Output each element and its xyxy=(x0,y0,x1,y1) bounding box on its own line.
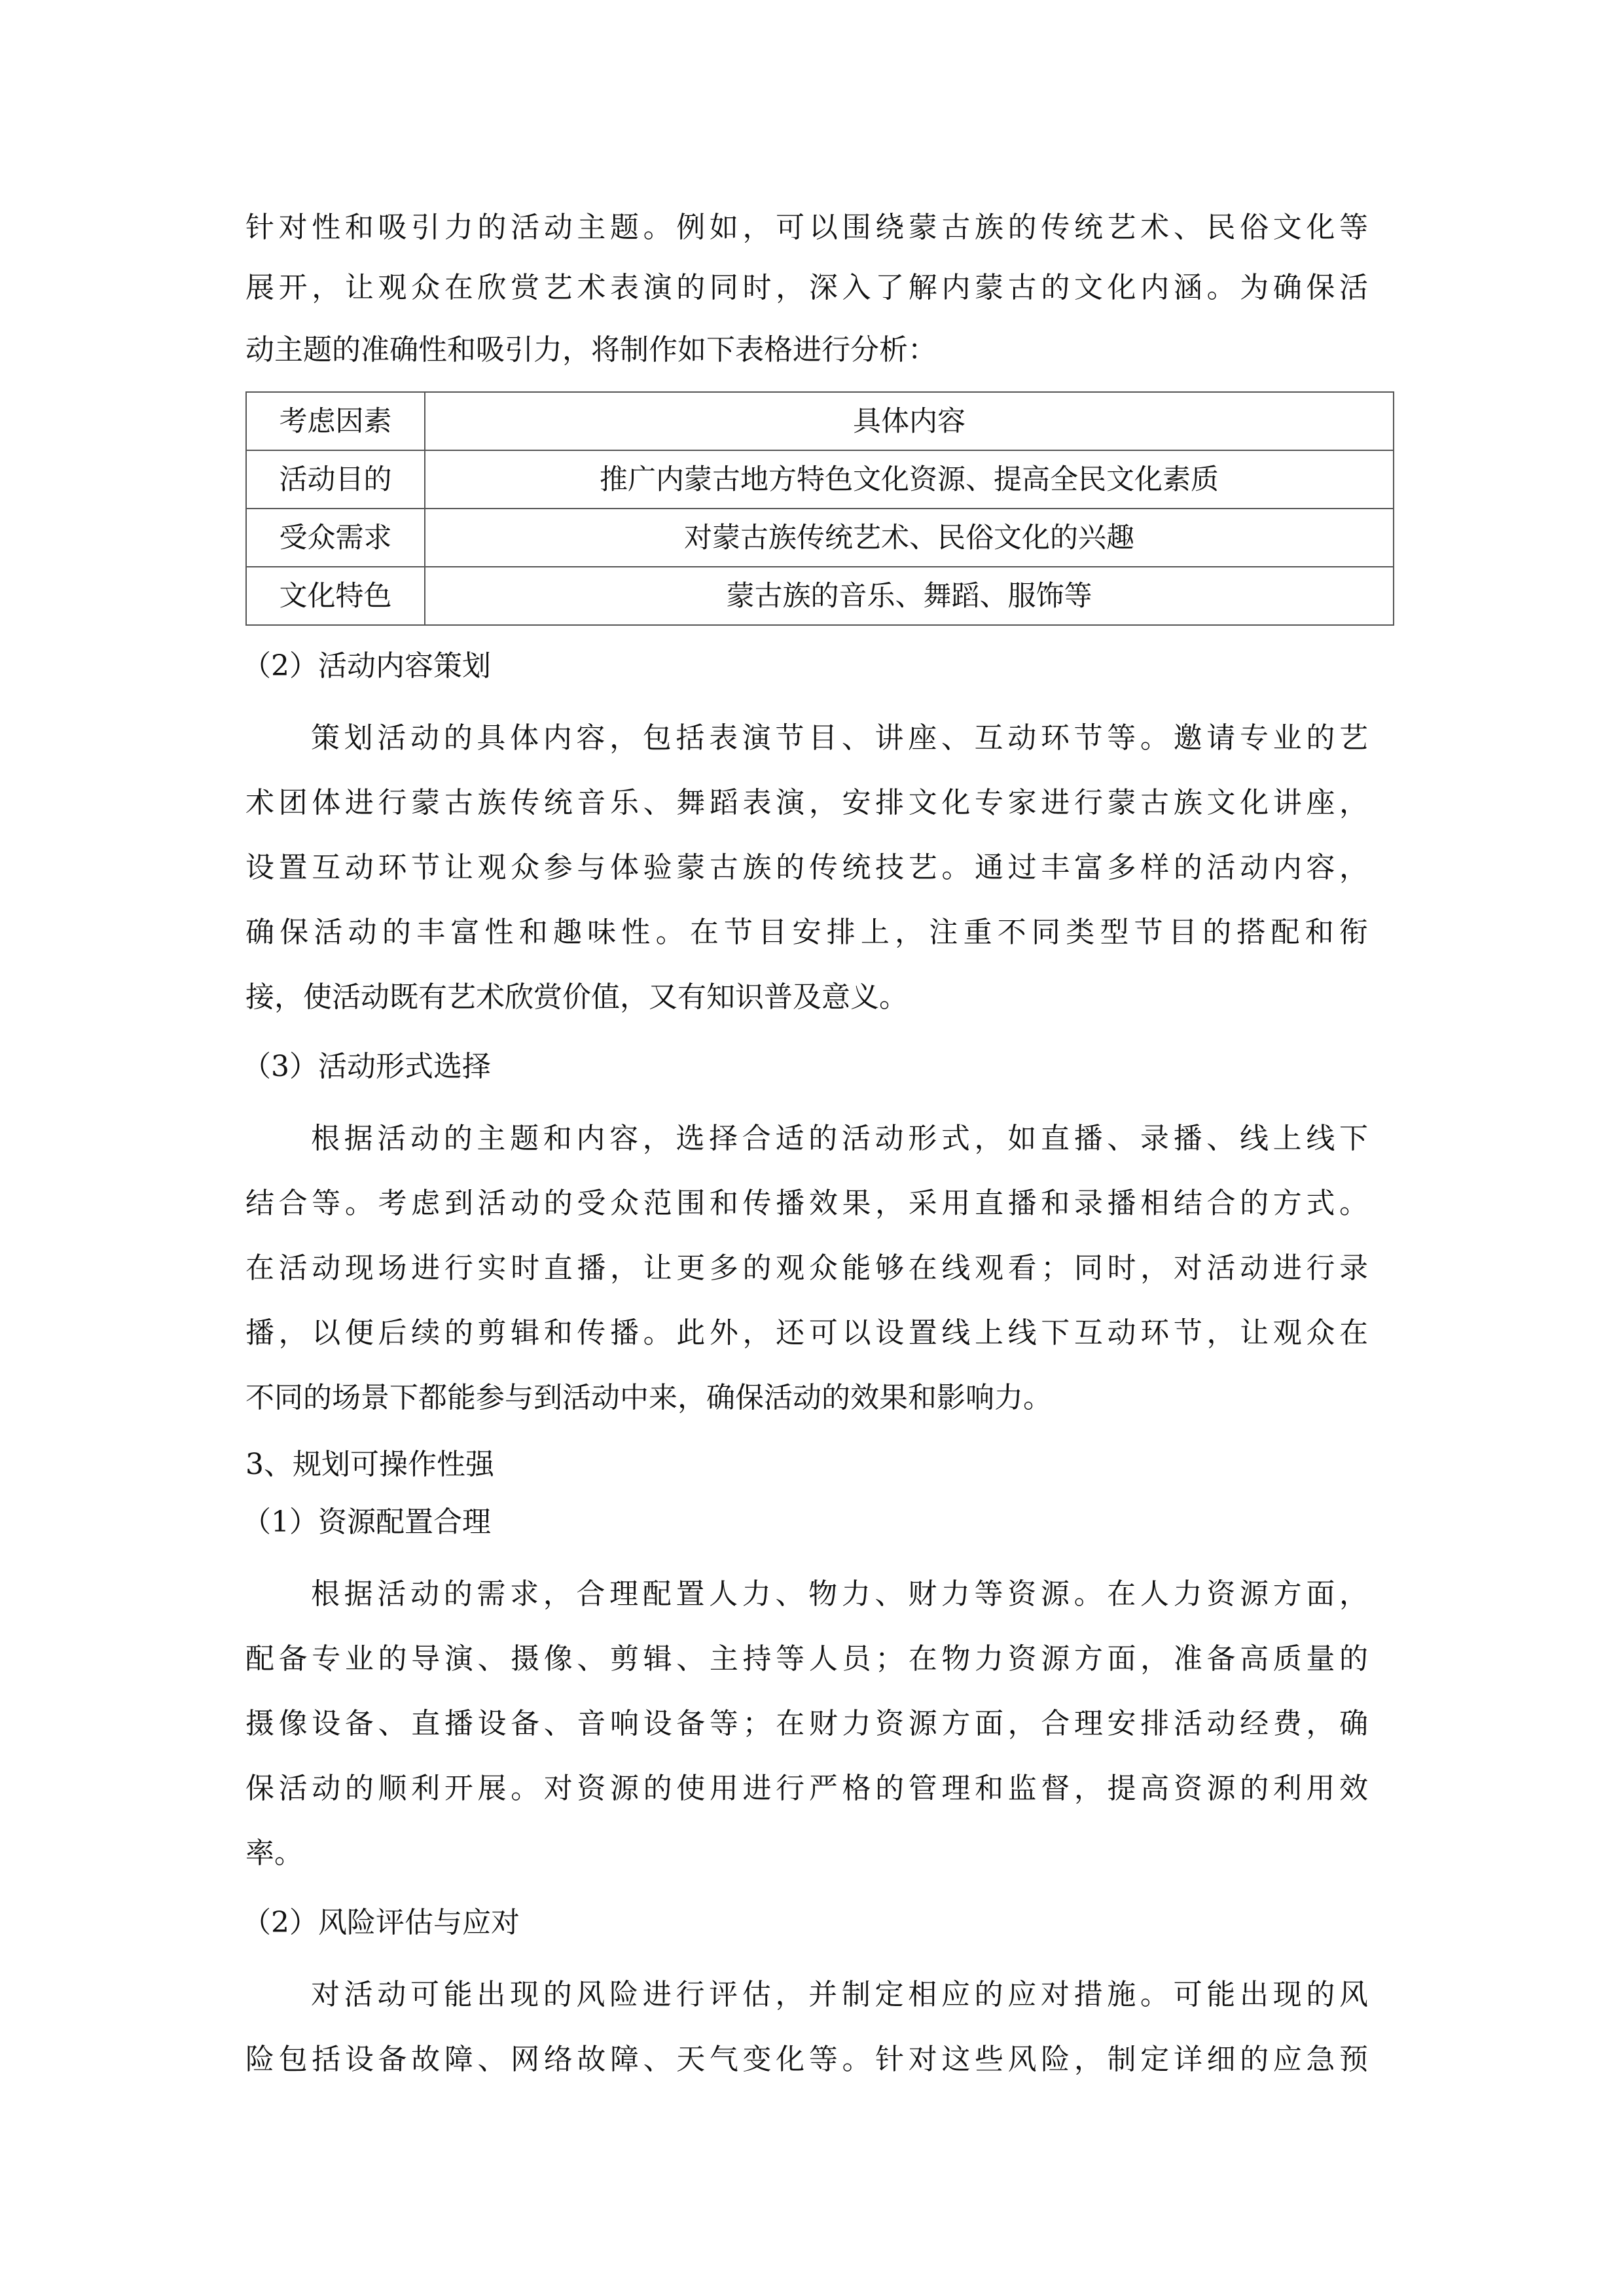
section-3-line-4: 播，以便后续的剪辑和传播。此外，还可以设置线上线下互动环节，让观众在 xyxy=(245,1316,1368,1350)
intro-line-1: 针对性和吸引力的活动主题。例如，可以围绕蒙古族的传统艺术、民俗文化等 xyxy=(245,211,1368,244)
table-header-cell: 考虑因素 xyxy=(246,392,425,450)
main-heading-3: 3、规划可操作性强 xyxy=(245,1448,494,1481)
subsection-1-line-1: 根据活动的需求，合理配置人力、物力、财力等资源。在人力资源方面， xyxy=(311,1577,1368,1611)
subsection-2-heading: （2）风险评估与应对 xyxy=(242,1906,520,1939)
table-cell-content: 蒙古族的音乐、舞蹈、服饰等 xyxy=(425,567,1394,625)
table-cell-content: 对蒙古族传统艺术、民俗文化的兴趣 xyxy=(425,509,1394,567)
section-2-line-5: 接，使活动既有艺术欣赏价值，又有知识普及意义。 xyxy=(245,980,908,1014)
section-2-line-3: 设置互动环节让观众参与体验蒙古族的传统技艺。通过丰富多样的活动内容， xyxy=(245,851,1368,884)
subsection-1-line-2: 配备专业的导演、摄像、剪辑、主持等人员；在物力资源方面，准备高质量的 xyxy=(245,1642,1368,1676)
section-3-line-5: 不同的场景下都能参与到活动中来，确保活动的效果和影响力。 xyxy=(245,1381,1052,1414)
section-3-line-1: 根据活动的主题和内容，选择合适的活动形式，如直播、录播、线上线下 xyxy=(311,1122,1368,1155)
analysis-table xyxy=(245,391,1394,626)
intro-line-3: 动主题的准确性和吸引力，将制作如下表格进行分析： xyxy=(245,333,937,367)
section-3-heading: （3）活动形式选择 xyxy=(242,1050,491,1083)
table-row xyxy=(246,567,1394,625)
table-header-cell: 具体内容 xyxy=(425,392,1394,450)
section-2-line-4: 确保活动的丰富性和趣味性。在节目安排上，注重不同类型节目的搭配和衔 xyxy=(245,916,1368,949)
subsection-2-line-1: 对活动可能出现的风险进行评估，并制定相应的应对措施。可能出现的风 xyxy=(311,1978,1368,2011)
table-cell-content: 推广内蒙古地方特色文化资源、提高全民文化素质 xyxy=(425,450,1394,509)
table-cell-factor: 受众需求 xyxy=(246,509,425,567)
subsection-1-line-3: 摄像设备、直播设备、音响设备等；在财力资源方面，合理安排活动经费，确 xyxy=(245,1707,1368,1740)
section-3-line-3: 在活动现场进行实时直播，让更多的观众能够在线观看；同时，对活动进行录 xyxy=(245,1251,1368,1285)
section-2-heading: （2）活动内容策划 xyxy=(242,649,491,683)
section-2-line-2: 术团体进行蒙古族传统音乐、舞蹈表演，安排文化专家进行蒙古族文化讲座， xyxy=(245,786,1368,819)
subsection-1-line-4: 保活动的顺利开展。对资源的使用进行严格的管理和监督，提高资源的利用效 xyxy=(245,1772,1368,1805)
subsection-2-line-2: 险包括设备故障、网络故障、天气变化等。针对这些风险，制定详细的应急预 xyxy=(245,2043,1368,2076)
subsection-1-line-5: 率。 xyxy=(245,1837,303,1870)
table-cell-factor: 活动目的 xyxy=(246,450,425,509)
intro-line-2: 展开，让观众在欣赏艺术表演的同时，深入了解内蒙古的文化内涵。为确保活 xyxy=(245,271,1368,304)
table-row xyxy=(246,450,1394,509)
section-3-line-2: 结合等。考虑到活动的受众范围和传播效果，采用直播和录播相结合的方式。 xyxy=(245,1187,1368,1220)
table-cell-factor: 文化特色 xyxy=(246,567,425,625)
subsection-1-heading: （1）资源配置合理 xyxy=(242,1505,491,1539)
section-2-line-1: 策划活动的具体内容，包括表演节目、讲座、互动环节等。邀请专业的艺 xyxy=(311,721,1368,755)
table-header-row xyxy=(246,392,1394,450)
table-row xyxy=(246,509,1394,567)
